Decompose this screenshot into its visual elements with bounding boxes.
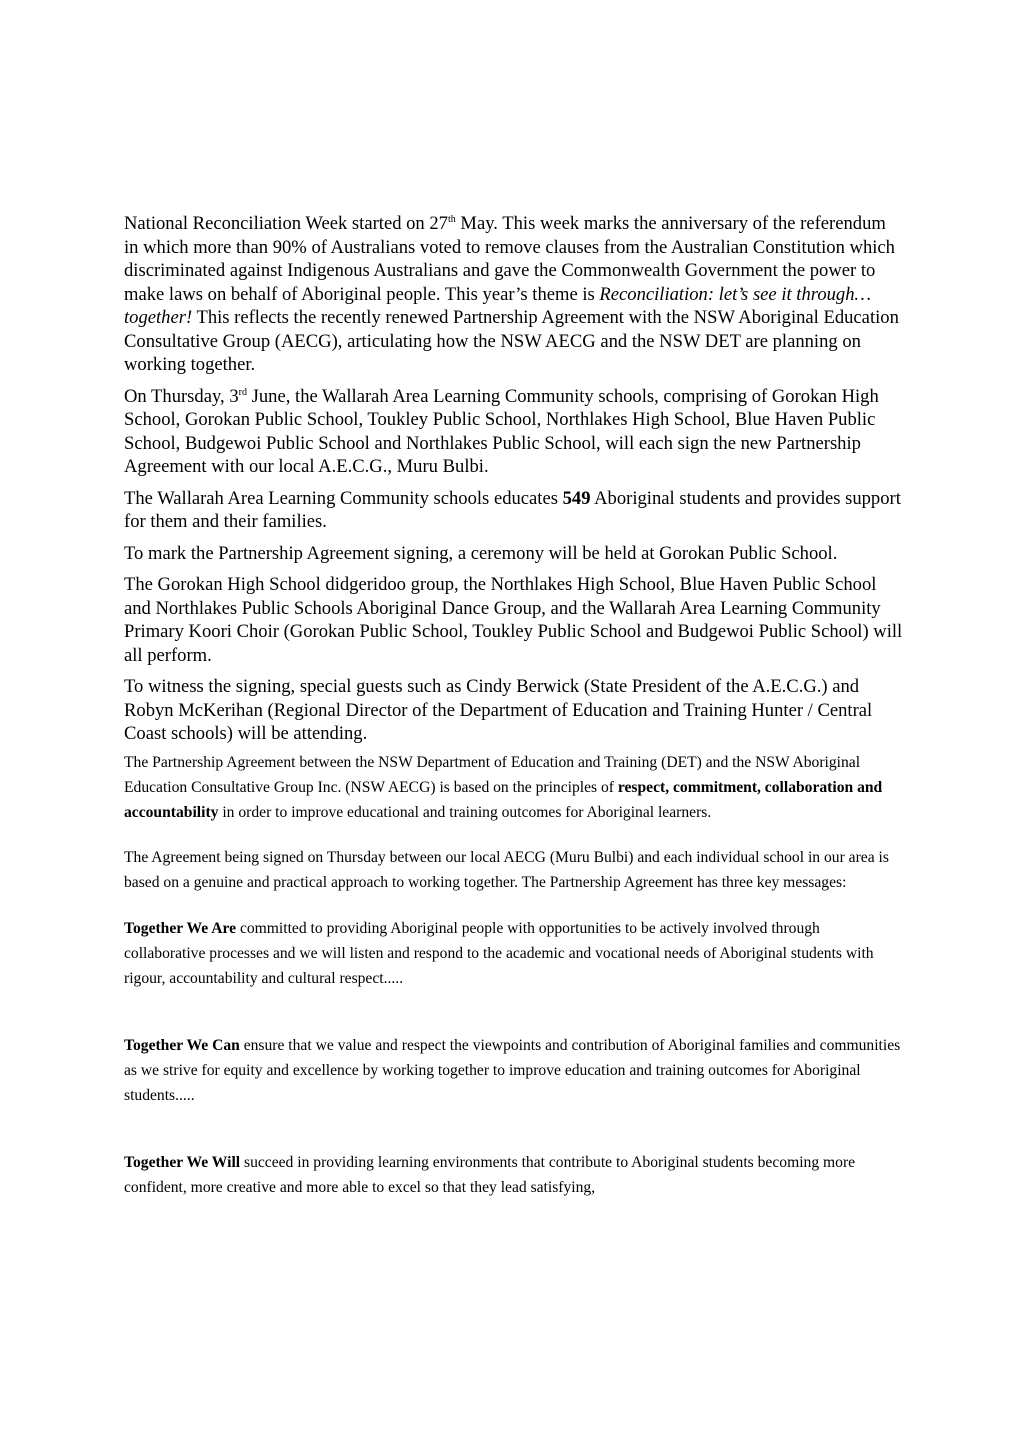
paragraph-partnership-principles (124, 750, 904, 825)
text-run: June, the Wallarah Area Learning Community schools, comprising of Gorokan High School, Gorokan Public School, Toukley Public School, Northlakes High School, Blue Haven Public School, Budgewoi Public School and Northlakes Public School, will each sign the new Partnership Agreement with our local A.E.C.G., Muru Bulbi. (124, 385, 879, 477)
paragraph-together-we-will (124, 1150, 904, 1200)
paragraph-together-we-are (124, 916, 904, 991)
superscript: rd (238, 386, 247, 398)
paragraph-signing-date (124, 385, 904, 479)
paragraph-together-we-can (124, 1033, 904, 1108)
text-run: Aboriginal students and provides support for them and their families. (124, 487, 901, 532)
key-message-heading: Together We Will (124, 1153, 241, 1171)
paragraph-student-count (124, 487, 904, 534)
paragraph-ceremony: To mark the Partnership Agreement signing, a ceremony will be held at Gorokan Public School. (124, 542, 838, 564)
document-body (124, 212, 904, 1200)
text-run: committed to providing Aboriginal people with opportunities to be actively involved through collaborative processes and we will listen and respond to the academic and vocational needs of Aboriginal students with rigour, accountability and cultural respect..... (124, 919, 874, 987)
text-run: succeed in providing learning environments that contribute to Aboriginal students becoming more confident, more creative and more able to excel so that they lead satisfying, (124, 1153, 856, 1196)
text-run: ensure that we value and respect the viewpoints and contribution of Aboriginal families and communities as we strive for equity and excellence by working together to improve education and training outcomes for Aboriginal students..... (124, 1036, 901, 1104)
text-run: The Wallarah Area Learning Community schools educates (124, 487, 563, 509)
text-run: May. This week marks the anniversary of the referendum in which more than 90% of Australians voted to remove clauses from the Australian Constitution which discriminated against Indigenous Australians and gave the Commonwealth Government the power to make laws on behalf of Aboriginal people. This year’s theme is (124, 213, 895, 305)
key-message-heading: Together We Are (124, 919, 237, 937)
paragraph-special-guests: To witness the signing, special guests such as Cindy Berwick (State President of the A.E.C.G.) and Robyn McKerihan (Regional Director of the Department of Education and Training Hunter / Central Coast schools) will be attending. (124, 676, 873, 744)
theme-italic: Reconciliation: let’s see it through…together! (124, 283, 872, 328)
principles-bold: respect, commitment, collaboration and accountability (124, 778, 883, 821)
paragraph-reconciliation-week (124, 212, 904, 377)
student-count: 549 (562, 487, 591, 509)
text-run: National Reconciliation Week started on 27 (124, 213, 448, 234)
key-message-heading: Together We Can (124, 1036, 240, 1054)
text-run: in order to improve educational and training outcomes for Aboriginal learners. (218, 803, 712, 821)
paragraph-performers: The Gorokan High School didgeridoo group, the Northlakes High School, Blue Haven Public School and Northlakes Public Schools Aboriginal Dance Group, and the Wallarah Area Learning Community Primary Koori Choir (Gorokan Public School, Toukley Public School and Budgewoi Public School) will all perform. (124, 574, 903, 666)
text-run: The Partnership Agreement between the NSW Department of Education and Training (DET) and the NSW Aboriginal Education Consultative Group Inc. (NSW AECG) is based on the principles of (124, 753, 861, 796)
text-run: On Thursday, 3 (124, 385, 239, 407)
paragraph-agreement-intro: The Agreement being signed on Thursday between our local AECG (Muru Bulbi) and each individual school in our area is based on a genuine and practical approach to working together. The Partnership Agreement has three key messages: (124, 848, 889, 891)
superscript: th (447, 213, 456, 225)
text-run: This reflects the recently renewed Partnership Agreement with the NSW Aboriginal Education Consultative Group (AECG), articulating how the NSW AECG and the NSW DET are planning on working together. (124, 307, 899, 375)
